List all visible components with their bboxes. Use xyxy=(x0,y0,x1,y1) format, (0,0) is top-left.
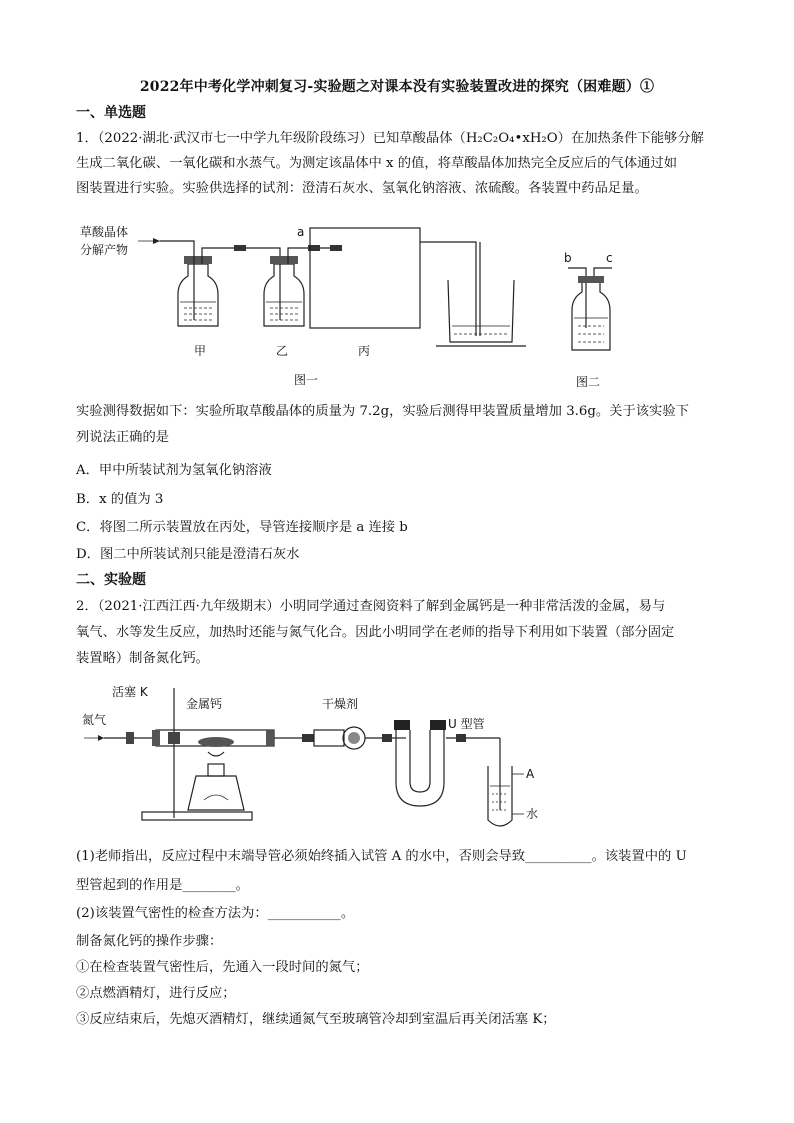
valve-k xyxy=(126,732,134,744)
figure-2-bottle xyxy=(564,251,613,389)
test-tube-a xyxy=(488,738,524,826)
q2-line-3: 装置略）制备氮化钙。 xyxy=(76,651,209,666)
q1-data-line-2: 列说法正确的是 xyxy=(76,430,170,445)
label-fig1: 图一 xyxy=(294,373,319,387)
q2-sub1-line-2: 型管起到的作用是________。 xyxy=(76,878,249,893)
label-valve-k: 活塞 K xyxy=(112,685,148,699)
q1-option-b: B．x 的值为 3 xyxy=(76,492,164,507)
alcohol-lamp xyxy=(188,752,244,810)
label-desiccant: 干燥剂 xyxy=(322,697,359,711)
q1-data-line-1: 实验测得数据如下：实验所取草酸晶体的质量为 7.2g，实验后测得甲装置质量增加 3.6g。关于该实验下 xyxy=(76,404,689,419)
bottle-yi xyxy=(246,248,308,326)
q2-arrow-head xyxy=(98,735,104,741)
q1-option-a: A．甲中所装试剂为氢氧化钠溶液 xyxy=(76,463,272,478)
q2-step-2: ②点燃酒精灯，进行反应； xyxy=(76,986,236,1001)
q2-line-2: 氧气、水等发生反应，加热时还能与氮气化合。因此小明同学在老师的指导下利用如下装置（部分固定 xyxy=(76,625,675,640)
label-test-tube-a: A xyxy=(526,767,535,781)
label-metal-ca: 金属钙 xyxy=(186,697,223,711)
label-water: 水 xyxy=(526,807,539,821)
q2-step-3: ③反应结束后，先熄灭酒精灯，继续通氮气至玻璃管冷却到室温后再关闭活塞 K； xyxy=(76,1012,556,1027)
bottle-jia xyxy=(160,241,238,326)
q1-option-d: D．图二中所装试剂只能是澄清石灰水 xyxy=(76,547,300,562)
fig1-label-a: a xyxy=(297,225,305,239)
label-yi: 乙 xyxy=(276,344,289,358)
fig1-source-label-1: 草酸晶体 xyxy=(80,225,129,239)
section-heading-single-choice: 一、单选题 xyxy=(76,105,146,121)
q2-step-1: ①在检查装置气密性后，先通入一段时间的氮气； xyxy=(76,960,369,975)
document-title: 2022年中考化学冲刺复习-实验题之对课本没有实验装置改进的探究（困难题）① xyxy=(139,79,655,95)
beaker xyxy=(436,280,526,346)
u-tube xyxy=(392,720,500,806)
label-jia: 甲 xyxy=(194,344,207,358)
q2-line-1: 2．（2021·江西江西·九年级期末）小明同学通过查阅资料了解到金属钙是一种非常活泼的金属，易与 xyxy=(76,599,666,614)
figure-1-apparatus xyxy=(76,210,716,400)
label-fig2: 图二 xyxy=(576,375,601,389)
q1-line-3: 图装置进行实验。实验供选择的试剂：澄清石灰水、氢氧化钠溶液、浓硫酸。各装置中药品足量。 xyxy=(76,181,648,196)
fig1-arrow-head xyxy=(153,238,160,244)
label-bing: 丙 xyxy=(358,344,371,358)
fig1-connector-3 xyxy=(330,245,342,251)
fig1-connector-1 xyxy=(234,245,246,251)
fig2-label-b: b xyxy=(564,251,572,265)
q2-sub1-line-1: (1)老师指出，反应过程中末端导管必须始终插入试管 A 的水中，否则会导致__________。该装置中的 U xyxy=(76,849,687,864)
figure-q2-apparatus xyxy=(76,682,716,832)
fig2-label-c: c xyxy=(606,251,613,265)
label-u-tube: U 型管 xyxy=(448,717,485,731)
q1-option-c: C．将图二所示装置放在丙处，导管连接顺序是 a 连接 b xyxy=(76,520,408,535)
fig1-source-label-2: 分解产物 xyxy=(80,243,129,257)
q2-sub2: (2)该装置气密性的检查方法为：___________。 xyxy=(76,906,355,921)
box-bing xyxy=(310,228,420,328)
label-nitrogen: 氮气 xyxy=(82,713,107,727)
q2-steps-title: 制备氮化钙的操作步骤： xyxy=(76,934,223,949)
q1-line-2: 生成二氧化碳、一氧化碳和水蒸气。为测定该晶体中 x 的值，将草酸晶体加热完全反应后的气体通过如 xyxy=(76,156,678,171)
section-heading-experiment: 二、实验题 xyxy=(76,572,146,588)
q1-line-1: 1．（2022·湖北·武汉市七一中学九年级阶段练习）已知草酸晶体（H₂C₂O₄•xH₂O）在加热条件下能够分解 xyxy=(76,131,704,146)
drying-tube xyxy=(302,727,392,749)
